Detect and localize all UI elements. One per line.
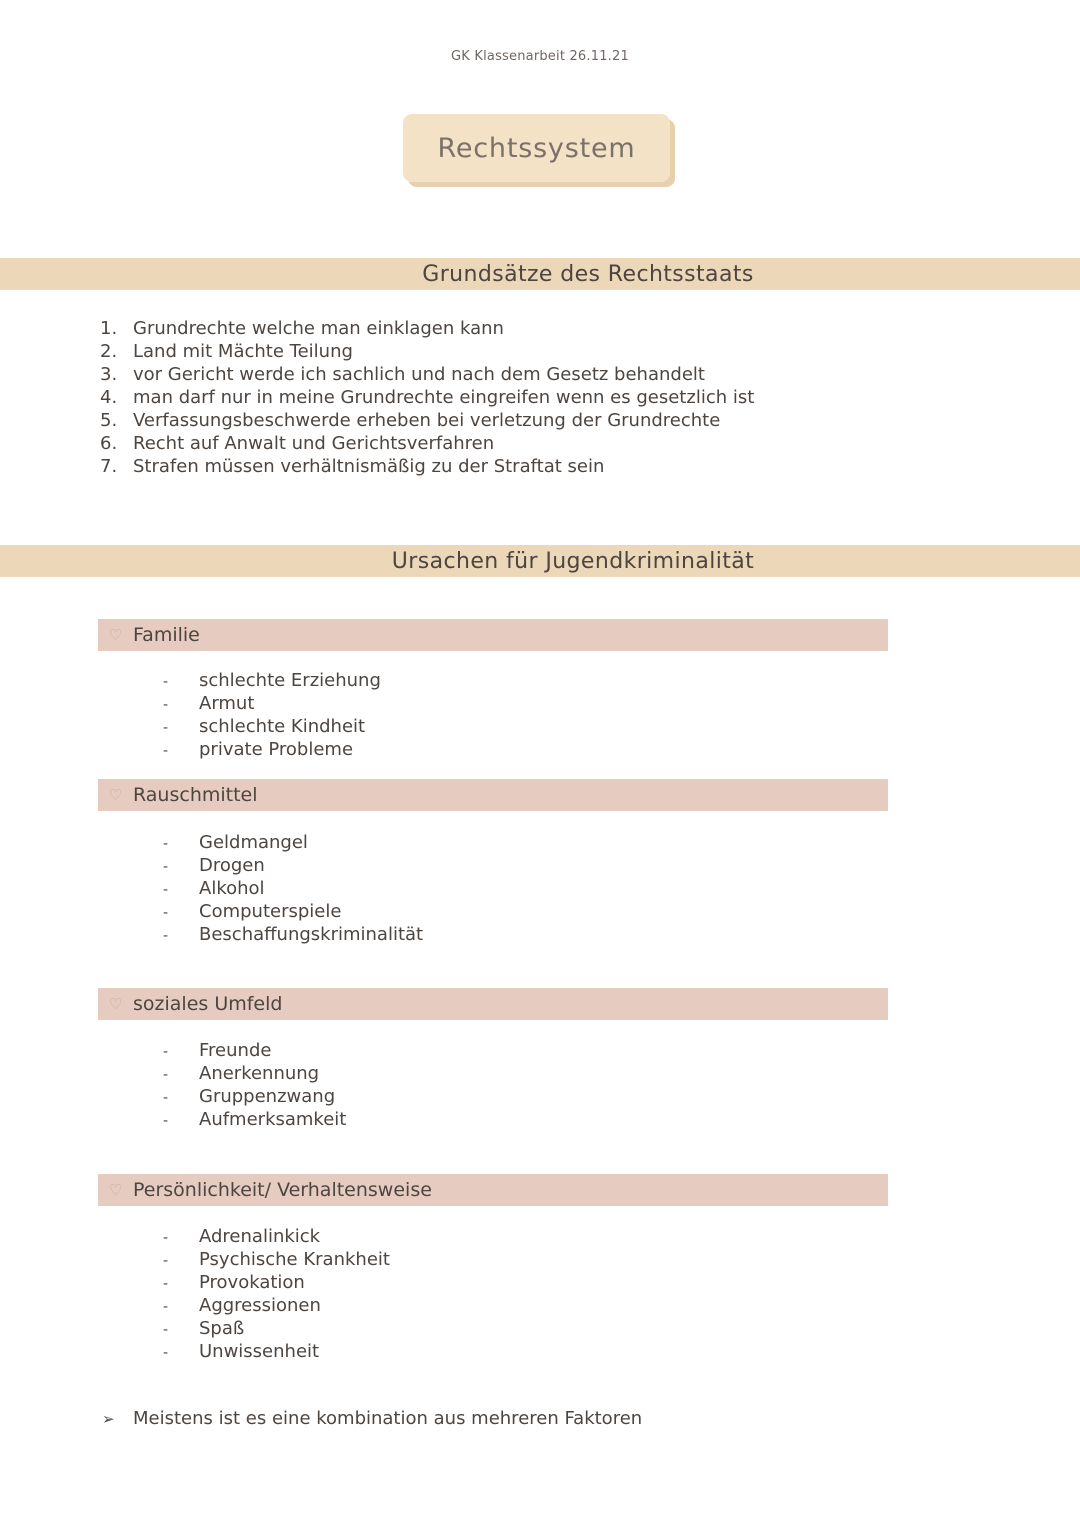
list-item	[163, 1294, 390, 1317]
list-text: Freunde	[199, 1040, 272, 1061]
section-heading: Ursachen für Jugendkriminalität	[391, 548, 755, 574]
list-text: Unwissenheit	[199, 1341, 320, 1362]
list-item	[100, 409, 754, 432]
category-bar-soziales-umfeld	[98, 988, 888, 1020]
list-item	[100, 363, 754, 386]
dash-icon: -	[163, 1276, 169, 1292]
heart-icon: ♡	[108, 995, 123, 1013]
list-item	[163, 1225, 390, 1248]
section-heading: Grundsätze des Rechtsstaats	[422, 261, 754, 287]
list-item	[163, 900, 423, 923]
category-title: Persönlichkeit/ Verhaltensweise	[133, 1179, 432, 1201]
dash-icon: -	[163, 1113, 169, 1129]
list-text: schlechte Kindheit	[199, 716, 366, 737]
category-title: Familie	[133, 624, 200, 646]
dash-icon: -	[163, 1345, 169, 1361]
list-number: 2.	[100, 341, 118, 362]
dash-icon: -	[163, 928, 169, 944]
list-text: Strafen müssen verhältnismäßig zu der Straftat sein	[133, 456, 605, 477]
list-item	[163, 715, 381, 738]
list-text: Verfassungsbeschwerde erheben bei verletzung der Grundrechte	[133, 410, 721, 431]
dash-icon: -	[163, 859, 169, 875]
list-text: Beschaffungskriminalität	[199, 924, 424, 945]
section-band-grundsaetze	[0, 258, 1080, 290]
dash-icon: -	[163, 1090, 169, 1106]
list-item	[163, 831, 423, 854]
list-item	[100, 386, 754, 409]
list-item	[163, 692, 381, 715]
list-text: private Probleme	[199, 739, 354, 760]
list-item	[100, 432, 754, 455]
dash-icon: -	[163, 1299, 169, 1315]
dash-icon: -	[163, 882, 169, 898]
dash-icon: -	[163, 1322, 169, 1338]
dash-icon: -	[163, 905, 169, 921]
heart-icon: ♡	[108, 626, 123, 644]
dash-icon: -	[163, 1044, 169, 1060]
list-text: Computerspiele	[199, 901, 342, 922]
list-number: 5.	[100, 410, 118, 431]
list-text: man darf nur in meine Grundrechte eingreifen wenn es gesetzlich ist	[133, 387, 755, 408]
list-number: 4.	[100, 387, 118, 408]
list-text: Psychische Krankheit	[199, 1249, 390, 1270]
list-item	[163, 738, 381, 761]
category-items-rauschmittel	[163, 831, 423, 946]
list-item	[100, 340, 754, 363]
list-text: Geldmangel	[199, 832, 308, 853]
list-text: Alkohol	[199, 878, 265, 899]
principles-list	[100, 317, 754, 478]
category-bar-familie	[98, 619, 888, 651]
conclusion-line	[102, 1408, 642, 1429]
dash-icon: -	[163, 743, 169, 759]
list-text: Drogen	[199, 855, 265, 876]
heart-icon: ♡	[108, 786, 123, 804]
conclusion-text: Meistens ist es eine kombination aus mehreren Faktoren	[133, 1408, 643, 1429]
list-text: Spaß	[199, 1318, 245, 1339]
category-items-persoenlichkeit	[163, 1225, 390, 1363]
dash-icon: -	[163, 836, 169, 852]
dash-icon: -	[163, 720, 169, 736]
list-number: 7.	[100, 456, 118, 477]
document-header-label: GK Klassenarbeit 26.11.21	[451, 49, 629, 64]
list-text: Gruppenzwang	[199, 1086, 336, 1107]
list-item	[163, 1340, 390, 1363]
category-bar-persoenlichkeit	[98, 1174, 888, 1206]
list-text: Anerkennung	[199, 1063, 320, 1084]
category-bar-rauschmittel	[98, 779, 888, 811]
category-title: Rauschmittel	[133, 784, 258, 806]
list-item	[163, 1039, 346, 1062]
list-item	[163, 669, 381, 692]
list-item	[163, 1062, 346, 1085]
list-item	[163, 923, 423, 946]
dash-icon: -	[163, 1253, 169, 1269]
list-item	[163, 1085, 346, 1108]
list-text: Aggressionen	[199, 1295, 321, 1316]
section-band-ursachen	[0, 545, 1080, 577]
list-text: vor Gericht werde ich sachlich und nach dem Gesetz behandelt	[133, 364, 705, 385]
dash-icon: -	[163, 697, 169, 713]
dash-icon: -	[163, 1067, 169, 1083]
list-text: schlechte Erziehung	[199, 670, 381, 691]
list-item	[163, 877, 423, 900]
list-number: 3.	[100, 364, 118, 385]
page-title: Rechtssystem	[403, 114, 670, 182]
category-title: soziales Umfeld	[133, 993, 283, 1015]
list-item	[163, 854, 423, 877]
category-items-familie	[163, 669, 381, 761]
category-items-soziales-umfeld	[163, 1039, 346, 1131]
list-item	[163, 1317, 390, 1340]
list-number: 6.	[100, 433, 118, 454]
list-text: Armut	[199, 693, 255, 714]
list-number: 1.	[100, 318, 118, 339]
dash-icon: -	[163, 674, 169, 690]
heart-icon: ♡	[108, 1181, 123, 1199]
list-item	[100, 317, 754, 340]
list-item	[163, 1271, 390, 1294]
list-item	[100, 455, 754, 478]
list-text: Grundrechte welche man einklagen kann	[133, 318, 504, 339]
arrow-bullet-icon: ➢	[102, 1410, 115, 1428]
list-item	[163, 1108, 346, 1131]
list-text: Aufmerksamkeit	[199, 1109, 347, 1130]
dash-icon: -	[163, 1230, 169, 1246]
list-item	[163, 1248, 390, 1271]
list-text: Provokation	[199, 1272, 305, 1293]
list-text: Land mit Mächte Teilung	[133, 341, 353, 362]
list-text: Adrenalinkick	[199, 1226, 321, 1247]
list-text: Recht auf Anwalt und Gerichtsverfahren	[133, 433, 495, 454]
